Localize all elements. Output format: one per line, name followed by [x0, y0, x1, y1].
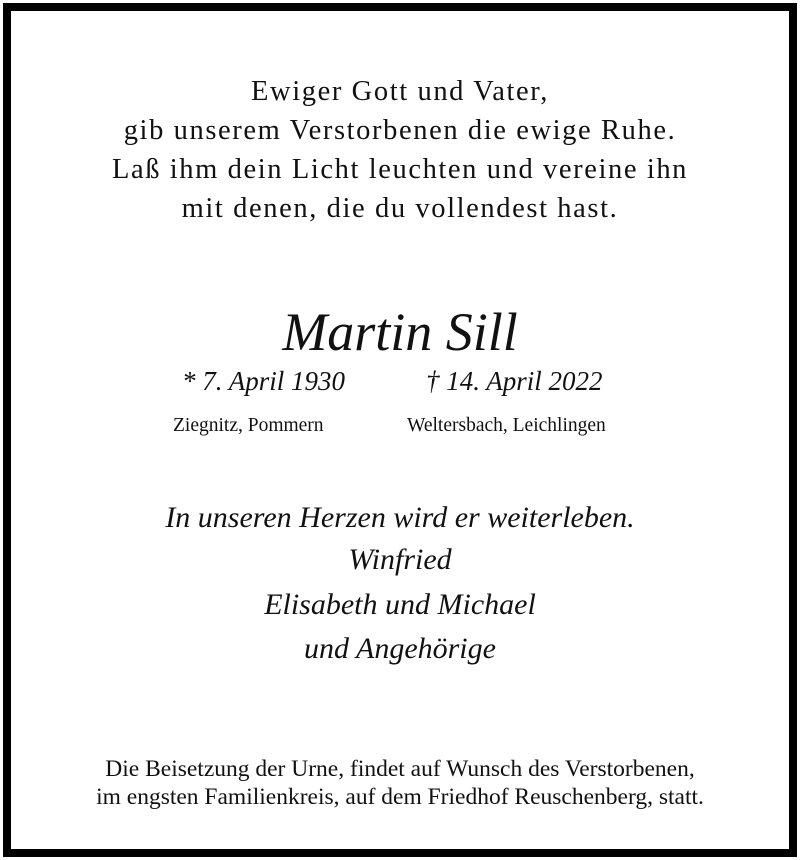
verse-line-4: mit denen, die du vollendest hast. — [181, 193, 619, 224]
death-date: † 14. April 2022 — [426, 366, 603, 396]
verse-line-2: gib unserem Verstorbenen die ewige Ruhe. — [123, 115, 677, 146]
verse-line-1: Ewiger Gott und Vater, — [251, 76, 549, 107]
deceased-name: Martin Sill — [282, 302, 518, 362]
birth-date: * 7. April 1930 — [182, 366, 346, 396]
verse-line-3: Laß ihm dein Licht leuchten und vereine ihn — [111, 154, 689, 185]
birth-place: Ziegnitz, Pommern — [173, 415, 324, 436]
notice-line-2: im engsten Familienkreis, auf dem Friedhof Reuschenberg, statt. — [96, 784, 704, 810]
mourner-name-2: Elisabeth und Michael — [264, 588, 536, 621]
motto-line: In unseren Herzen wird er weiterleben. — [165, 501, 635, 534]
death-place: Weltersbach, Leichlingen — [407, 415, 606, 436]
mourner-name-3: und Angehörige — [304, 632, 496, 665]
notice-line-1: Die Beisetzung der Urne, findet auf Wunsch des Verstorbenen, — [105, 756, 695, 782]
mourner-name-1: Winfried — [348, 543, 452, 576]
